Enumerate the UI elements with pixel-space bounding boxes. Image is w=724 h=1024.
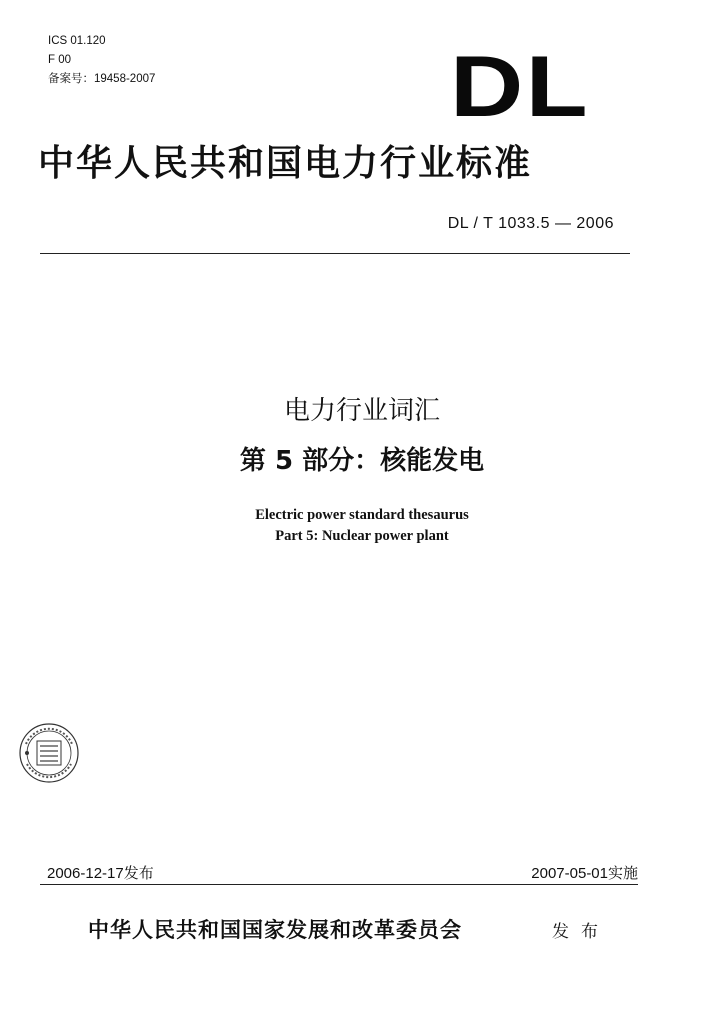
implement-date: 2007-05-01实施 <box>531 865 638 882</box>
document-title-zh-line2: 第 5 部分：核能发电 <box>239 446 485 476</box>
category-code: F 00 <box>48 54 72 66</box>
top-divider <box>40 253 630 254</box>
seal-stamp-icon <box>18 722 80 784</box>
ics-code: ICS 01.120 <box>48 35 106 47</box>
document-title-en-line1: Electric power standard thesaurus <box>255 507 469 523</box>
issuing-authority: 中华人民共和国国家发展和改革委员会 <box>88 917 462 942</box>
document-title-en-line2: Part 5: Nuclear power plant <box>275 528 449 544</box>
publish-date: 2006-12-17发布 <box>47 865 154 882</box>
document-title-zh-line1: 电力行业词汇 <box>283 396 440 426</box>
issue-label: 发布 <box>552 922 610 942</box>
record-number: 备案号：19458-2007 <box>48 73 156 85</box>
standard-title: 中华人民共和国电力行业标准 <box>38 142 533 184</box>
standard-code: DL / T 1033.5 — 2006 <box>447 215 614 232</box>
bottom-divider <box>40 884 638 885</box>
dl-logo: DL <box>450 39 590 135</box>
